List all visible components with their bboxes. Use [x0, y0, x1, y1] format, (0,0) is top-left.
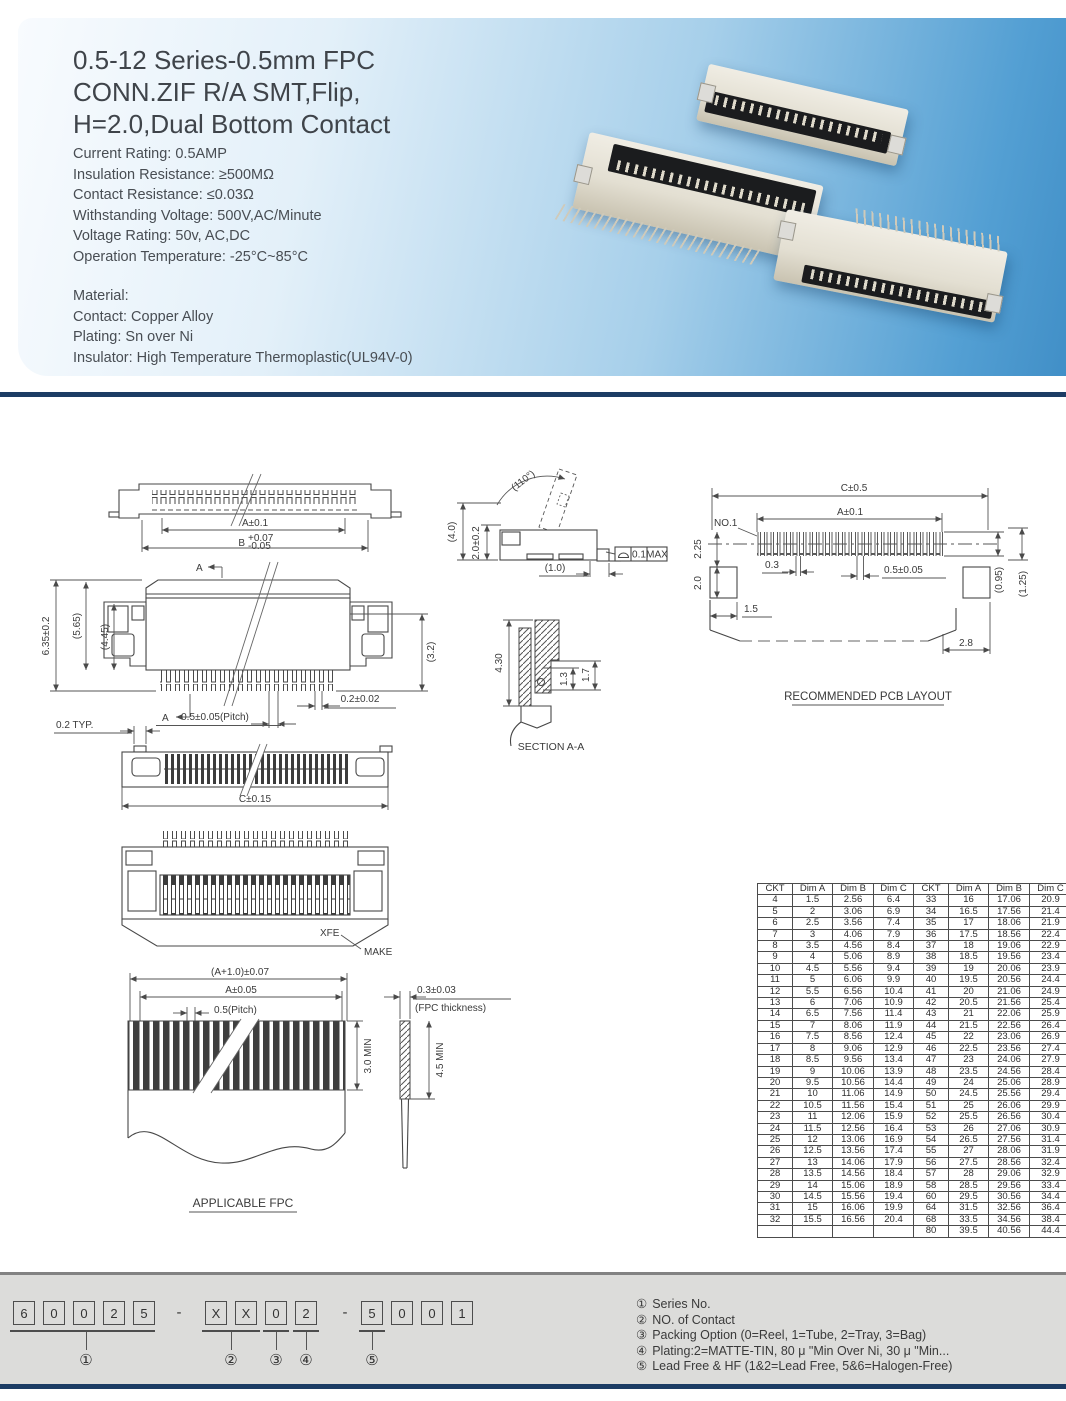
- material-list: [73, 286, 413, 368]
- pn-underline-series: [10, 1330, 155, 1332]
- table-row: 23 11 12.06 15.9 52 25.5 26.56 30.4: [758, 1112, 1066, 1123]
- pcb-no1: NO.1: [714, 518, 738, 529]
- applicable-fpc-title: APPLICABLE FPC: [192, 1196, 294, 1210]
- section-divider: [0, 392, 1066, 397]
- table-row: 16 7.5 8.56 12.4 45 22 23.06 26.9: [758, 1032, 1066, 1043]
- pn-box-1: 6: [13, 1301, 35, 1325]
- fpc-thickness-note: (FPC thickness): [415, 1003, 487, 1014]
- section-aa-drawing: [493, 598, 683, 763]
- col-header-dim-b: Dim B: [833, 884, 874, 895]
- table-row: 12 5.5 6.56 10.4 41 20 21.06 24.9: [758, 986, 1066, 997]
- top-view-drawing: [105, 468, 405, 568]
- table-row: 19 9 10.06 13.9 48 23.5 24.56 28.4: [758, 1066, 1066, 1077]
- table-row: 24 11.5 12.56 16.4 53 26 27.06 30.9: [758, 1123, 1066, 1134]
- table-row: 26 12.5 13.56 17.4 55 27 28.06 31.9: [758, 1146, 1066, 1157]
- legend-callout-number: ③: [636, 1328, 648, 1343]
- pcb-dim-c: C±0.5: [840, 483, 868, 494]
- dim-b-tol-up: +0.07: [248, 533, 274, 544]
- dim-b-tol-dn: -0.05: [248, 541, 271, 552]
- spec-withstanding-voltage: Withstanding Voltage: 500V,AC/Minute: [73, 207, 322, 224]
- col-header-dim-b-2: Dim B: [989, 884, 1030, 895]
- pcb-dim-15: 1.5: [744, 604, 758, 615]
- dim-height-total: 6.35±0.2: [41, 616, 52, 656]
- pcb-dim-20: 2.0: [693, 576, 704, 590]
- title-line-3: H=2.0,Dual Bottom Contact: [73, 109, 391, 139]
- dim-angle: (110°): [509, 468, 538, 494]
- make-label: MAKE: [364, 947, 393, 958]
- spec-contact-resistance: Contact Resistance: ≤0.03Ω: [73, 187, 254, 203]
- legend-callout-number: ⑤: [636, 1359, 648, 1374]
- legend-callout-number: ②: [636, 1312, 648, 1327]
- dim-565: (5.65): [72, 612, 83, 640]
- connector-photo-top: [696, 64, 909, 167]
- dim-02: 0.2±0.02: [340, 694, 380, 705]
- pn-dash-2: -: [342, 1304, 348, 1321]
- pn-callout-5: ⑤: [365, 1352, 379, 1369]
- dim-pitch: 0.5±0.05(Pitch): [181, 712, 249, 723]
- dim-40: (4.0): [447, 521, 458, 543]
- table-row: 20 9.5 10.56 14.4 49 24 25.06 28.9: [758, 1077, 1066, 1088]
- connector-photo-bottom: [773, 209, 1008, 323]
- title-line-2: CONN.ZIF R/A SMT,Flip,: [73, 77, 361, 107]
- title-line-1: 0.5-12 Series-0.5mm FPC: [73, 45, 375, 75]
- legend-text: Plating:2=MATTE-TIN, 80 μ "Min Over Ni, 30 μ "Min...: [652, 1343, 950, 1358]
- pn-box-4: 2: [103, 1301, 125, 1325]
- material-heading: Material:: [73, 288, 129, 304]
- pcb-layout-title: RECOMMENDED PCB LAYOUT: [784, 691, 952, 703]
- section-aa-title: SECTION A-A: [517, 741, 585, 753]
- legend-item: [636, 1359, 952, 1375]
- legend-callout-number: ①: [636, 1297, 648, 1311]
- material-plating: Plating: Sn over Ni: [73, 329, 194, 345]
- header-panel: [18, 18, 1066, 376]
- table-row: 80 39.5 40.56 44.4: [758, 1226, 1066, 1237]
- pn-box-9: 2: [295, 1301, 317, 1325]
- table-header-row: [758, 884, 1066, 895]
- legend-item: [636, 1313, 952, 1329]
- dim-13: 1.3: [559, 672, 570, 686]
- dim-b: B: [238, 538, 245, 549]
- col-header-dim-c: Dim C: [874, 884, 914, 895]
- table-row: 13 6 7.06 10.9 42 20.5 21.56 25.4: [758, 998, 1066, 1009]
- legend-text: Lead Free & HF (1&2=Lead Free, 5&6=Halogen-Free): [652, 1359, 953, 1374]
- spec-voltage-rating: Voltage Rating: 50v, AC,DC: [73, 228, 251, 244]
- pcb-dim-225: 2.25: [693, 539, 704, 559]
- table-row: 27 13 14.06 17.9 56 27.5 28.56 32.4: [758, 1157, 1066, 1168]
- flatness-value: 0.1: [632, 549, 646, 561]
- fpc-dim-a: A±0.05: [225, 985, 257, 996]
- table-row: 32 15.5 16.56 20.4 68 33.5 34.56 38.4: [758, 1214, 1066, 1225]
- pn-callout-2: ②: [224, 1352, 238, 1369]
- ckt-table-body: [758, 895, 1066, 1237]
- table-row: 18 8.5 9.56 13.4 47 23 24.06 27.9: [758, 1055, 1066, 1066]
- bottom-view-drawing: [38, 712, 448, 827]
- table-row: 22 10.5 11.56 15.4 51 25 26.06 29.9: [758, 1100, 1066, 1111]
- legend-callout-number: ④: [636, 1343, 648, 1358]
- col-header-dim-a-2: Dim A: [949, 884, 989, 895]
- table-row: 21 10 11.06 14.9 50 24.5 25.56 29.4: [758, 1089, 1066, 1100]
- pn-box-7: X: [235, 1301, 257, 1325]
- table-row: 6 2.5 3.56 7.4 35 17 18.06 21.9: [758, 918, 1066, 929]
- fpc-dim-a1: (A+1.0)±0.07: [210, 967, 270, 978]
- spec-current-rating: Current Rating: 0.5AMP: [73, 146, 227, 162]
- rear-view-drawing: [98, 823, 448, 973]
- bottom-divider: [0, 1384, 1066, 1389]
- legend-item: [636, 1297, 952, 1313]
- pn-box-13: 1: [451, 1301, 473, 1325]
- col-header-dim-a: Dim A: [793, 884, 833, 895]
- legend-text: NO. of Contact: [652, 1312, 735, 1327]
- side-view-drawing: [443, 453, 698, 608]
- pn-callout-3: ③: [269, 1352, 283, 1369]
- table-row: 30 14.5 15.56 19.4 60 29.5 30.56 34.4: [758, 1191, 1066, 1202]
- dim-430: 4.30: [494, 653, 505, 673]
- pn-box-8: 0: [265, 1301, 287, 1325]
- dim-32: (3.2): [426, 641, 437, 663]
- material-insulator: Insulator: High Temperature Thermoplastic(UL94V-0): [73, 349, 413, 366]
- table-row: 31 15 16.06 19.9 64 31.5 32.56 36.4: [758, 1203, 1066, 1214]
- dim-20: 2.0±0.2: [471, 526, 482, 560]
- pcb-pitch: 0.5±0.05: [884, 565, 923, 576]
- ckt-dimension-table: [757, 883, 1066, 1238]
- spec-insulation-resistance: Insulation Resistance: ≥500MΩ: [73, 166, 274, 183]
- table-row: 8 3.5 4.56 8.4 37 18 19.06 22.9: [758, 941, 1066, 952]
- table-row: 11 5 6.06 9.9 40 19.5 20.56 24.4: [758, 975, 1066, 986]
- pn-box-6: X: [205, 1301, 227, 1325]
- pn-box-12: 0: [421, 1301, 443, 1325]
- table-row: 4 1.5 2.56 6.4 33 16 17.06 20.9: [758, 895, 1066, 906]
- pcb-dim-28: 2.8: [959, 638, 973, 649]
- pcb-dim-125: (1.25): [1018, 570, 1029, 598]
- dim-445: (4.45): [100, 623, 111, 651]
- table-row: 5 2 3.06 6.9 34 16.5 17.56 21.4: [758, 906, 1066, 917]
- legend-item: [636, 1344, 952, 1360]
- fpc-min-height: 4.5 MIN: [435, 1042, 446, 1078]
- table-row: 15 7 8.06 11.9 44 21.5 22.56 26.4: [758, 1020, 1066, 1031]
- table-row: 17 8 9.06 12.9 46 22.5 23.56 27.4: [758, 1043, 1066, 1054]
- pn-box-3: 0: [73, 1301, 95, 1325]
- pn-legend: [636, 1297, 952, 1375]
- spec-operation-temperature: Operation Temperature: -25°C~85°C: [73, 248, 308, 265]
- spec-list: [73, 144, 322, 267]
- section-arrow-label-top: A: [196, 563, 203, 574]
- pn-box-5: 5: [133, 1301, 155, 1325]
- table-row: 7 3 4.06 7.9 36 17.5 18.56 22.4: [758, 929, 1066, 940]
- material-contact: Contact: Copper Alloy: [73, 308, 214, 325]
- legend-text: Series No.: [652, 1297, 711, 1311]
- flatness-max: MAX: [646, 549, 668, 561]
- dim-10: (1.0): [544, 563, 566, 574]
- table-row: 10 4.5 5.56 9.4 39 19 20.06 23.9: [758, 963, 1066, 974]
- col-header-ckt: CKT: [758, 884, 793, 895]
- applicable-fpc-drawing: [83, 953, 513, 1223]
- pcb-layout-drawing: [688, 458, 1066, 716]
- pcb-dim-a: A±0.1: [836, 507, 864, 518]
- table-row: 9 4 5.06 8.9 38 18.5 19.56 23.4: [758, 952, 1066, 963]
- table-row: 14 6.5 7.56 11.4 43 21 22.06 25.9: [758, 1009, 1066, 1020]
- pn-callout-1: ①: [79, 1352, 93, 1369]
- table-row: 29 14 15.06 18.9 58 28.5 29.56 33.4: [758, 1180, 1066, 1191]
- pn-box-10: 5: [361, 1301, 383, 1325]
- page-title: [73, 44, 390, 140]
- part-number-section: [0, 1272, 1066, 1384]
- legend-item: [636, 1328, 952, 1344]
- brand-mark: XFE: [320, 928, 340, 939]
- dim-17: 1.7: [581, 668, 592, 682]
- pn-box-11: 0: [391, 1301, 413, 1325]
- pcb-dim-095: (0.95): [994, 566, 1005, 594]
- legend-text: Packing Option (0=Reel, 1=Tube, 2=Tray, 3=Bag): [652, 1328, 927, 1343]
- col-header-dim-c-2: Dim C: [1030, 884, 1066, 895]
- pn-callout-4: ④: [299, 1352, 313, 1369]
- table-row: 28 13.5 14.56 18.4 57 28 29.06 32.9: [758, 1169, 1066, 1180]
- section-arrow-label-bottom: A: [162, 713, 169, 724]
- pcb-gap-03: 0.3: [765, 560, 779, 571]
- fpc-min-width: 3.0 MIN: [363, 1038, 374, 1074]
- col-header-ckt-2: CKT: [914, 884, 949, 895]
- pn-dash-1: -: [176, 1304, 182, 1321]
- fpc-thickness: 0.3±0.03: [417, 985, 456, 996]
- dim-a: A±0.1: [241, 518, 269, 529]
- pn-box-2: 0: [43, 1301, 65, 1325]
- dim-c: C±0.15: [238, 794, 272, 805]
- fpc-pitch: 0.5(Pitch): [214, 1005, 257, 1016]
- table-row: 25 12 13.06 16.9 54 26.5 27.56 31.4: [758, 1134, 1066, 1145]
- dim-typ: 0.2 TYP.: [56, 720, 94, 731]
